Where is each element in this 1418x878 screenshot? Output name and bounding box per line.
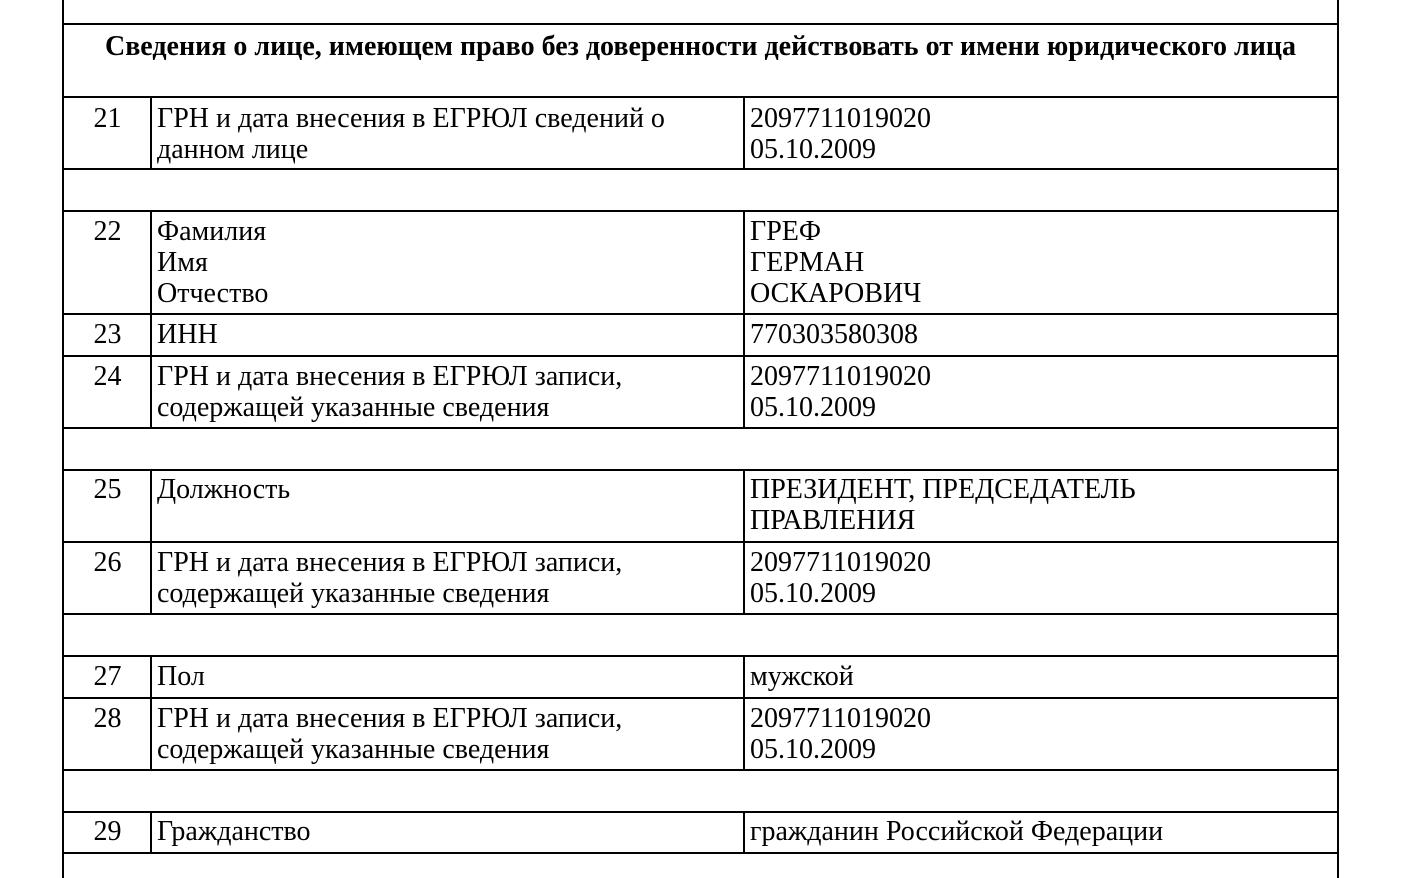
table-rule [62,168,1339,170]
column-divider [743,96,745,168]
row-label: Фамилия Имя Отчество [157,216,269,309]
row-label: Гражданство [157,816,311,847]
column-divider [743,655,745,769]
row-number: 21 [93,103,122,134]
row-value: 770303580308 [750,319,918,350]
column-divider [743,210,745,427]
row-value: 2097711019020 05.10.2009 [750,703,931,765]
row-number: 23 [93,319,122,350]
row-value: гражданин Российской Федерации [750,816,1164,847]
row-value: ПРЕЗИДЕНТ, ПРЕДСЕДАТЕЛЬ ПРАВЛЕНИЯ [750,474,1136,536]
table-rule [62,210,1339,212]
row-label: ИНН [157,319,218,350]
table-rule [62,469,1339,471]
table-rule [62,541,1339,543]
table-rule [62,769,1339,771]
row-value: 2097711019020 05.10.2009 [750,547,931,609]
row-label: ГРН и дата внесения в ЕГРЮЛ записи, содержащей указанные сведения [157,703,623,765]
row-label: ГРН и дата внесения в ЕГРЮЛ записи, содержащей указанные сведения [157,361,623,423]
row-value: 2097711019020 05.10.2009 [750,361,931,423]
table-rule [62,355,1339,357]
row-number: 24 [93,361,122,392]
column-divider [743,811,745,852]
row-label: ГРН и дата внесения в ЕГРЮЛ сведений о данном лице [157,103,665,165]
section-title: Сведения о лице, имеющем право без доверенности действовать от имени юридического лица [104,31,1297,62]
row-number: 25 [93,474,122,505]
row-number: 26 [93,547,122,578]
row-value: 2097711019020 05.10.2009 [750,103,931,165]
row-number: 28 [93,703,122,734]
table-rule [62,427,1339,429]
table-rule [62,811,1339,813]
row-label: Пол [157,661,205,692]
table-rule [62,96,1339,98]
table-rule [62,313,1339,315]
row-value: мужской [750,661,854,692]
row-number: 22 [93,216,122,247]
row-value: ГРЕФ ГЕРМАН ОСКАРОВИЧ [750,216,922,309]
table-rule [62,697,1339,699]
row-label: Должность [157,474,291,505]
row-label: ГРН и дата внесения в ЕГРЮЛ записи, содержащей указанные сведения [157,547,623,609]
table-rule [62,655,1339,657]
table-rule [62,613,1339,615]
row-number: 27 [93,661,122,692]
table-rule [62,852,1339,854]
table-rule [62,23,1339,25]
column-divider [743,469,745,613]
row-number: 29 [93,816,122,847]
